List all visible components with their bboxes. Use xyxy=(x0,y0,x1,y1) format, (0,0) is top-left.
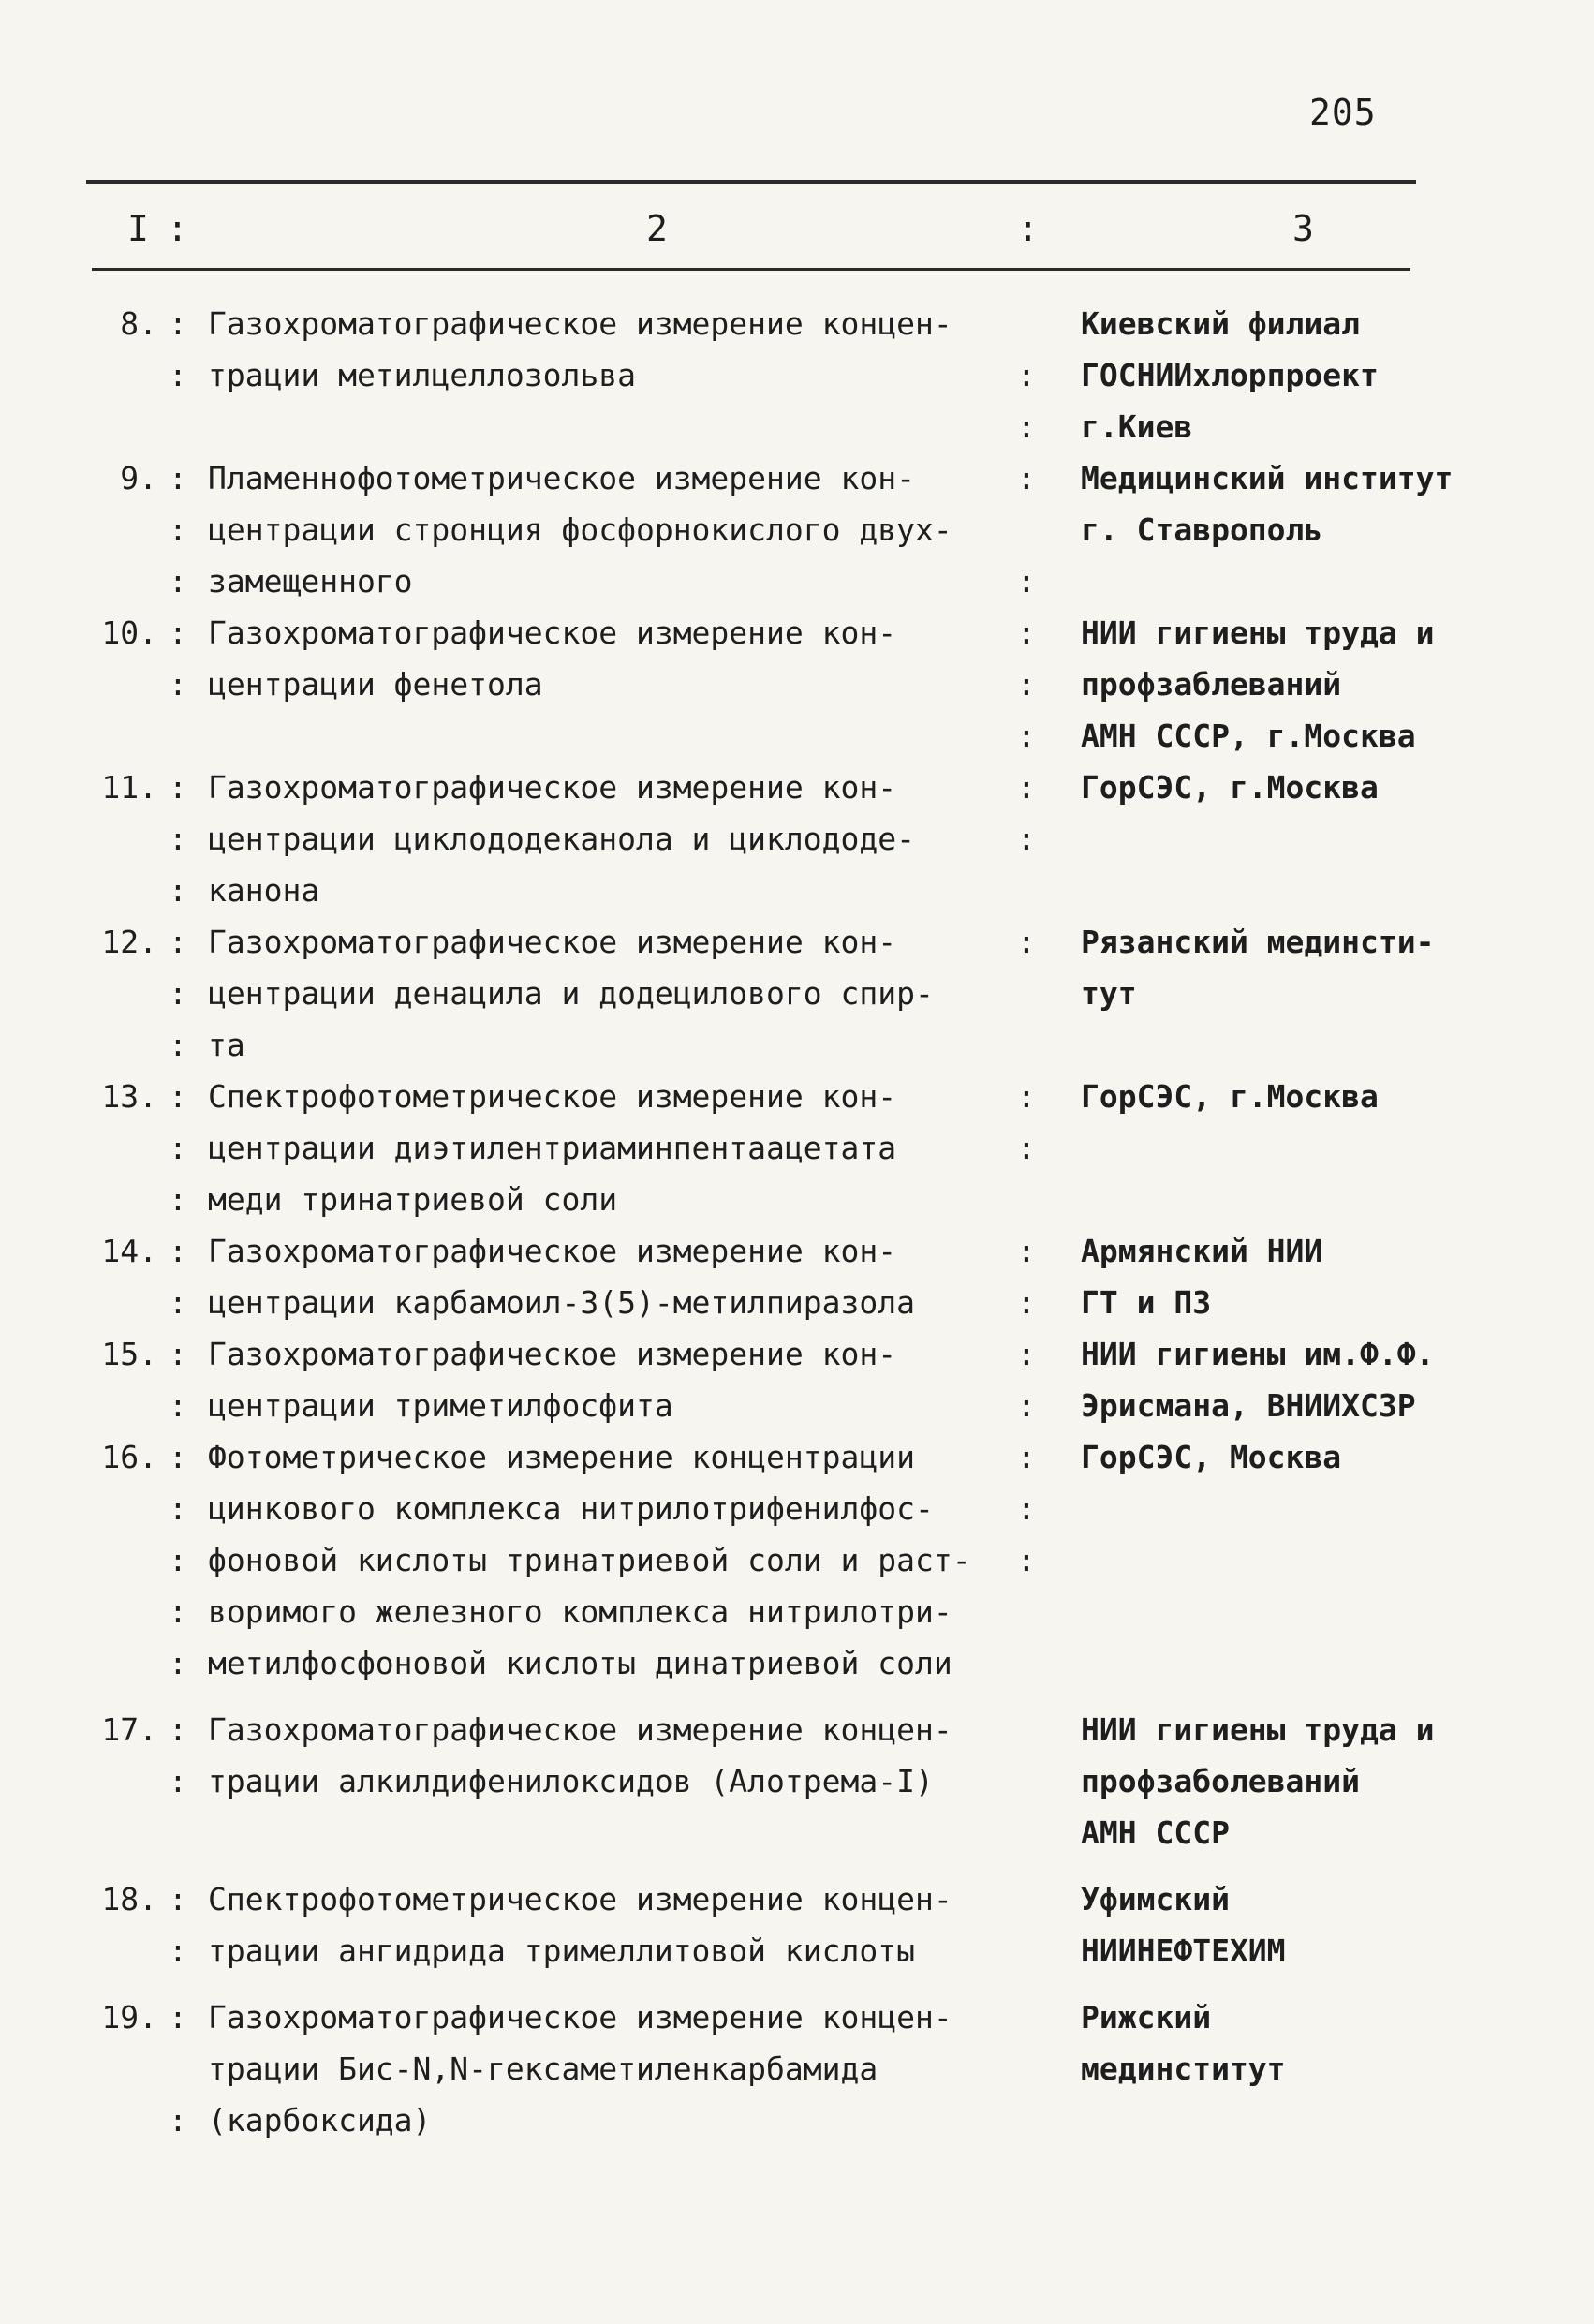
row-separators-right xyxy=(1017,452,1036,607)
institution-line: профзаблеваний xyxy=(1081,666,1342,703)
table-body xyxy=(0,298,1594,2146)
title-line: трации алкилдифенилоксидов (Алотрема-I) xyxy=(208,1763,934,1799)
column-separator: : xyxy=(1017,1284,1036,1321)
column-separator: : xyxy=(169,666,187,703)
column-separator: : xyxy=(1017,1439,1036,1475)
measurement-title xyxy=(208,1991,1051,2146)
title-line: Газохроматографическое измерение кон- xyxy=(208,769,897,806)
table-row xyxy=(0,1873,1594,1976)
column-header-1: I xyxy=(127,208,149,249)
column-separator: : xyxy=(1017,460,1036,496)
measurement-title xyxy=(208,298,1051,401)
title-line: меди тринатриевой соли xyxy=(208,1181,618,1218)
institution-line: Киевский филиал xyxy=(1081,305,1361,342)
column-separator: : xyxy=(1017,821,1036,857)
institution-line: Армянский НИИ xyxy=(1081,1233,1323,1269)
row-number: 19. xyxy=(101,1999,157,2035)
row-separators-left xyxy=(169,1704,187,1807)
table-row xyxy=(0,916,1594,1071)
column-separator: : xyxy=(169,1387,187,1424)
institution xyxy=(1081,1071,1587,1122)
column-separator: : xyxy=(1017,357,1036,393)
institution xyxy=(1081,1431,1587,1483)
row-number: 17. xyxy=(101,1711,157,1748)
column-separator: : xyxy=(1017,208,1039,249)
title-line: Фотометрическое измерение концентрации xyxy=(208,1439,915,1475)
row-separators-left xyxy=(169,1328,187,1431)
institution-line: АМН СССР xyxy=(1081,1814,1230,1851)
measurement-title xyxy=(208,1225,1051,1328)
row-separators-left xyxy=(169,298,187,401)
measurement-title xyxy=(208,607,1051,710)
column-separator xyxy=(1017,1174,1036,1225)
column-separator xyxy=(169,2043,187,2095)
title-line: центрации диэтилентриаминпентаацетата xyxy=(208,1130,897,1166)
column-separator xyxy=(1017,1019,1036,1071)
row-separators-right xyxy=(1017,607,1036,762)
institution xyxy=(1081,452,1587,555)
column-separator: : xyxy=(169,460,187,496)
row-number: 13. xyxy=(101,1078,157,1115)
column-separator: : xyxy=(169,1336,187,1372)
column-separator: : xyxy=(169,1233,187,1269)
row-number: 12. xyxy=(101,924,157,960)
institution-line: ГорСЭС, г.Москва xyxy=(1081,769,1379,806)
table-row xyxy=(0,1704,1594,1858)
column-separator: : xyxy=(1017,924,1036,960)
column-separator: : xyxy=(169,1439,187,1475)
table-row xyxy=(0,1991,1594,2146)
column-separator: : xyxy=(169,563,187,600)
institution xyxy=(1081,1225,1587,1328)
title-line: канона xyxy=(208,872,320,909)
column-separator: : xyxy=(169,1881,187,1917)
title-line: фоновой кислоты тринатриевой соли и раст- xyxy=(208,1542,971,1578)
column-separator xyxy=(1017,865,1036,916)
column-separator xyxy=(1017,504,1036,555)
institution xyxy=(1081,298,1587,452)
institution-line: мединститут xyxy=(1081,2050,1286,2087)
column-separator: : xyxy=(169,821,187,857)
column-separator: : xyxy=(1017,1387,1036,1424)
column-separator: : xyxy=(169,1999,187,2035)
column-header-3: 3 xyxy=(1292,208,1314,249)
column-separator: : xyxy=(1017,666,1036,703)
row-separators-left xyxy=(169,1071,187,1225)
row-number: 18. xyxy=(101,1881,157,1917)
column-separator: : xyxy=(169,975,187,1012)
table-row xyxy=(0,762,1594,916)
institution-line: ГОСНИИхлорпроект xyxy=(1081,357,1379,393)
row-separators-left xyxy=(169,1431,187,1689)
title-line: воримого железного комплекса нитрилотри- xyxy=(208,1593,952,1630)
table-row xyxy=(0,1225,1594,1328)
column-separator: : xyxy=(169,872,187,909)
institution xyxy=(1081,1873,1587,1976)
column-separator: : xyxy=(169,1284,187,1321)
row-separators-left xyxy=(169,607,187,710)
title-line: трации метилцеллозольва xyxy=(208,357,636,393)
row-separators-right xyxy=(1017,298,1036,452)
row-separators-right xyxy=(1017,1431,1036,1689)
column-separator xyxy=(1017,968,1036,1019)
page-number: 205 xyxy=(1309,92,1377,133)
column-separator: : xyxy=(1017,614,1036,651)
measurement-title xyxy=(208,1071,1051,1225)
row-separators-right xyxy=(1017,1071,1036,1225)
measurement-title xyxy=(208,1328,1051,1431)
title-line: Газохроматографическое измерение кон- xyxy=(208,924,897,960)
row-separators-left xyxy=(169,1991,187,2146)
column-separator: : xyxy=(169,1490,187,1527)
title-line: центрации карбамоил-3(5)-метилпиразола xyxy=(208,1284,915,1321)
row-separators-left xyxy=(169,916,187,1071)
column-separator: : xyxy=(1017,1233,1036,1269)
row-number: 8. xyxy=(120,305,157,342)
institution-line: профзаболеваний xyxy=(1081,1763,1361,1799)
title-line: Газохроматографическое измерение кон- xyxy=(208,614,897,651)
row-number: 16. xyxy=(101,1439,157,1475)
row-separators-right xyxy=(1017,1225,1036,1328)
column-separator: : xyxy=(169,1181,187,1218)
row-separators-right xyxy=(1017,762,1036,916)
institution-line: АМН СССР, г.Москва xyxy=(1081,718,1416,754)
column-separator: : xyxy=(167,208,188,249)
title-line: цинкового комплекса нитрилотрифенилфос- xyxy=(208,1490,934,1527)
title-line: Спектрофотометрическое измерение концен- xyxy=(208,1881,952,1917)
column-separator: : xyxy=(169,1645,187,1681)
column-separator: : xyxy=(169,614,187,651)
institution xyxy=(1081,1328,1587,1431)
column-separator: : xyxy=(169,769,187,806)
title-line: центрации циклододеканола и циклододе- xyxy=(208,821,915,857)
title-line: центрации фенетола xyxy=(208,666,543,703)
column-separator: : xyxy=(169,357,187,393)
row-number: 14. xyxy=(101,1233,157,1269)
title-line: Газохроматографическое измерение кон- xyxy=(208,1233,897,1269)
institution-line: г. Ставрополь xyxy=(1081,511,1323,548)
column-separator: : xyxy=(1017,563,1036,600)
column-separator: : xyxy=(169,511,187,548)
row-number: 10. xyxy=(101,614,157,651)
institution-line: ГорСЭС, Москва xyxy=(1081,1439,1342,1475)
table-row xyxy=(0,607,1594,762)
row-separators-right xyxy=(1017,916,1036,1071)
column-separator: : xyxy=(169,1078,187,1115)
column-separator: : xyxy=(1017,1490,1036,1527)
institution-line: НИИ гигиены труда и xyxy=(1081,614,1435,651)
institution xyxy=(1081,1991,1587,2095)
title-line: та xyxy=(208,1027,245,1063)
column-separator: : xyxy=(1017,1336,1036,1372)
column-separator: : xyxy=(169,305,187,342)
column-header-2: 2 xyxy=(646,208,668,249)
institution xyxy=(1081,762,1587,813)
row-number: 9. xyxy=(120,460,157,496)
institution-line: НИИНЕФТЕХИМ xyxy=(1081,1932,1286,1969)
institution-line: ГТ и ПЗ xyxy=(1081,1284,1212,1321)
row-number: 15. xyxy=(101,1336,157,1372)
institution-line: НИИ гигиены им.Ф.Ф. xyxy=(1081,1336,1435,1372)
institution-line: тут xyxy=(1081,975,1137,1012)
column-separator: : xyxy=(169,1027,187,1063)
column-separator: : xyxy=(169,2102,187,2139)
institution-line: Рязанский мединсти- xyxy=(1081,924,1435,960)
title-line: (карбоксида) xyxy=(208,2102,432,2139)
institution-line: г.Киев xyxy=(1081,408,1193,445)
institution-line: НИИ гигиены труда и xyxy=(1081,1711,1435,1748)
table-row xyxy=(0,1328,1594,1431)
title-line: Газохроматографическое измерение концен- xyxy=(208,1999,952,2035)
column-separator: : xyxy=(169,1542,187,1578)
measurement-title xyxy=(208,762,1051,916)
column-separator: : xyxy=(169,1932,187,1969)
institution xyxy=(1081,607,1587,762)
title-line: центрации денацила и додецилового спир- xyxy=(208,975,934,1012)
measurement-title xyxy=(208,1431,1051,1689)
column-separator: : xyxy=(169,924,187,960)
row-separators-left xyxy=(169,1873,187,1976)
institution-line: Рижский xyxy=(1081,1999,1212,2035)
title-line: Спектрофотометрическое измерение кон- xyxy=(208,1078,897,1115)
row-separators-left xyxy=(169,452,187,607)
title-line: Газохроматографическое измерение концен- xyxy=(208,1711,952,1748)
header-underline xyxy=(92,268,1410,271)
title-line: замещенного xyxy=(208,563,413,600)
column-separator: : xyxy=(169,1763,187,1799)
column-separator: : xyxy=(1017,1078,1036,1115)
column-separator xyxy=(1017,1586,1036,1637)
table-top-rule xyxy=(86,180,1416,184)
title-line: трации Бис-N,N-гексаметиленкарбамида xyxy=(208,2050,878,2087)
column-separator xyxy=(1017,298,1036,349)
title-line: Газохроматографическое измерение кон- xyxy=(208,1336,897,1372)
column-separator: : xyxy=(1017,1542,1036,1578)
title-line: трации ангидрида тримеллитовой кислоты xyxy=(208,1932,915,1969)
institution-line: Медицинский институт xyxy=(1081,460,1454,496)
table-row xyxy=(0,452,1594,607)
table-row xyxy=(0,1071,1594,1225)
title-line: Газохроматографическое измерение концен- xyxy=(208,305,952,342)
column-separator: : xyxy=(1017,718,1036,754)
title-line: Пламеннофотометрическое измерение кон- xyxy=(208,460,915,496)
measurement-title xyxy=(208,452,1051,607)
column-separator: : xyxy=(169,1711,187,1748)
institution-line: Уфимский xyxy=(1081,1881,1230,1917)
row-separators-left xyxy=(169,762,187,916)
institution-line: ГорСЭС, г.Москва xyxy=(1081,1078,1379,1115)
column-separator: : xyxy=(1017,408,1036,445)
title-line: метилфосфоновой кислоты динатриевой соли xyxy=(208,1645,952,1681)
measurement-title xyxy=(208,1873,1051,1976)
title-line: центрации триметилфосфита xyxy=(208,1387,673,1424)
column-separator xyxy=(1017,1637,1036,1689)
column-separator: : xyxy=(169,1130,187,1166)
column-separator: : xyxy=(169,1593,187,1630)
column-separator: : xyxy=(1017,769,1036,806)
table-row xyxy=(0,1431,1594,1689)
institution xyxy=(1081,1704,1587,1858)
row-number: 11. xyxy=(101,769,157,806)
row-separators-right xyxy=(1017,1328,1036,1431)
title-line: центрации стронция фосфорнокислого двух- xyxy=(208,511,952,548)
table-row xyxy=(0,298,1594,452)
institution-line: Эрисмана, ВНИИХСЗР xyxy=(1081,1387,1416,1424)
measurement-title xyxy=(208,1704,1051,1807)
row-separators-left xyxy=(169,1225,187,1328)
measurement-title xyxy=(208,916,1051,1071)
column-separator: : xyxy=(1017,1130,1036,1166)
institution xyxy=(1081,916,1587,1019)
